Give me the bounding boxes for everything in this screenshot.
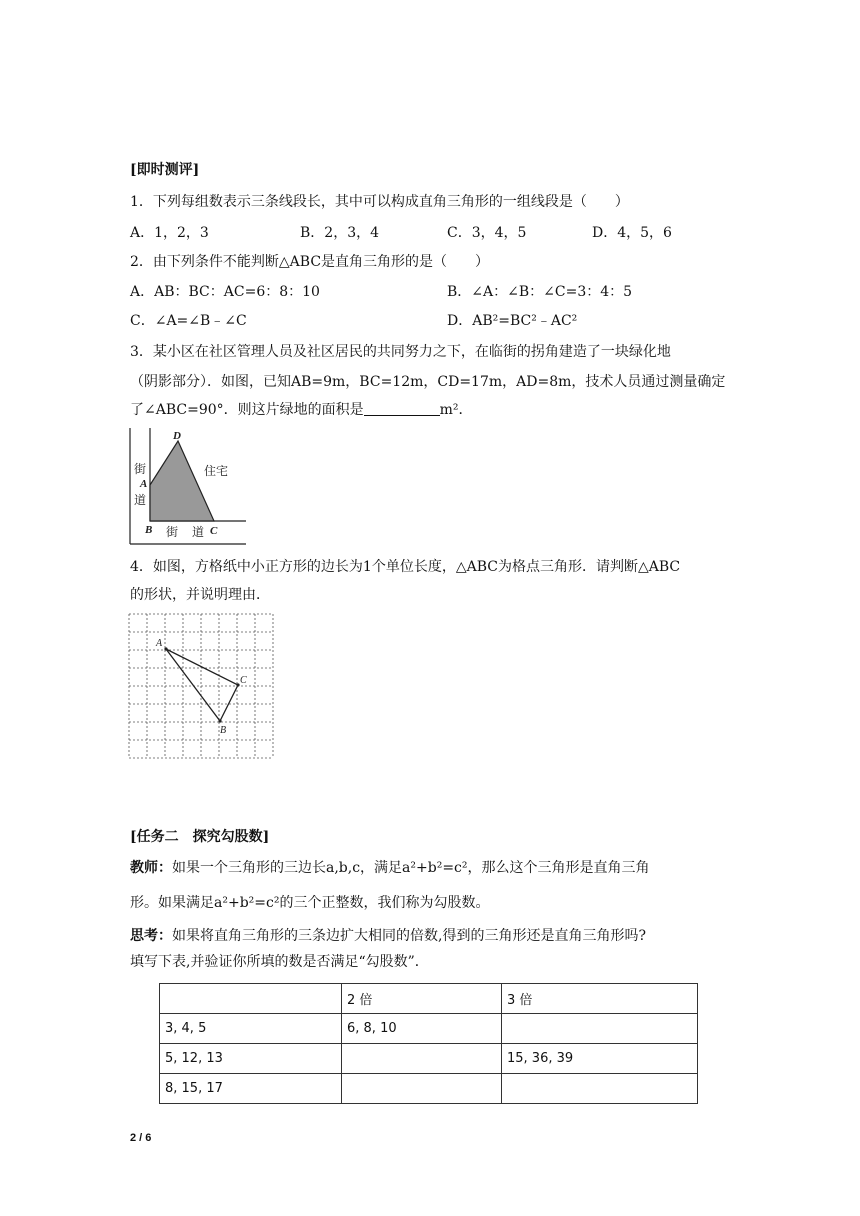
- grid-label-c: C: [240, 675, 247, 686]
- table-row: [160, 1014, 698, 1044]
- think-line: [130, 926, 646, 946]
- q4-line-1: 4．如图，方格纸中小正方形的边长为1个单位长度，△ABC为格点三角形．请判断△ABC: [130, 559, 681, 575]
- table-row: [160, 1074, 698, 1104]
- think-label: 思考：: [130, 928, 172, 944]
- q3-line-3-text: 了∠ABC=90°．则这片绿地的面积是: [130, 402, 364, 418]
- q1-stem: 1．下列每组数表示三条线段长，其中可以构成直角三角形的一组线段是（ ）: [130, 194, 629, 210]
- teacher-text-1: 如果一个三角形的三边长a,b,c，满足a²+b²=c²，那么这个三角形是直角三角: [172, 860, 650, 876]
- q2-stem: 2．由下列条件不能判断△ABC是直角三角形的是（ ）: [130, 254, 490, 270]
- q3-line-3: [130, 400, 473, 420]
- table-header-cell: [160, 984, 342, 1014]
- section-title-task2: [任务二 探究勾股数]: [130, 829, 270, 845]
- q2-option-b: B．∠A：∠B：∠C=3：4：5: [447, 284, 633, 300]
- table-row: [160, 1044, 698, 1074]
- table-header-cell: 3 倍: [502, 984, 698, 1014]
- fig-label-dao-h: 道: [192, 525, 205, 539]
- teacher-line-1: [130, 858, 650, 878]
- fig-label-residence: 住宅: [204, 464, 229, 478]
- table-cell[interactable]: [502, 1014, 698, 1044]
- fig-label-d: D: [173, 430, 181, 442]
- q2-option-d: D．AB²=BC²﹣AC²: [447, 313, 578, 329]
- green-area-figure: [126, 426, 248, 548]
- teacher-line-2: 形。如果满足a²+b²=c²的三个正整数，我们称为勾股数。: [130, 895, 490, 911]
- answer-blank: [364, 401, 440, 416]
- q1-option-b: B．2，3，4: [300, 225, 380, 241]
- q3-line-1: 3．某小区在社区管理人员及社区居民的共同努力之下，在临街的拐角建造了一块绿化地: [130, 344, 671, 360]
- fig-label-a: A: [140, 478, 148, 490]
- table-cell: 3, 4, 5: [160, 1014, 342, 1044]
- pythagorean-table: [159, 983, 698, 1104]
- think-text: 如果将直角三角形的三条边扩大相同的倍数,得到的三角形还是直角三角形吗?: [172, 928, 646, 944]
- q1-option-a: A．1，2，3: [130, 225, 209, 241]
- grid-lines: [129, 614, 273, 758]
- section-title-test: [即时测评]: [130, 162, 200, 178]
- fig-label-c: C: [210, 525, 218, 537]
- q1-option-c: C．3，4，5: [447, 225, 527, 241]
- table-header-row: [160, 984, 698, 1014]
- fig-label-dao-v: 道: [134, 493, 147, 507]
- q1-option-d: D．4，5，6: [592, 225, 672, 241]
- fig-label-b: B: [145, 524, 153, 536]
- fig-label-jie-h: 街: [166, 525, 179, 539]
- green-area-shape: [150, 441, 214, 521]
- grid-triangle-figure: [128, 613, 274, 759]
- table-cell: 5, 12, 13: [160, 1044, 342, 1074]
- q4-line-2: 的形状，并说明理由．: [130, 587, 270, 603]
- page-number: 2 / 6: [130, 1132, 152, 1144]
- grid-label-b: B: [220, 725, 227, 736]
- q2-option-a: A．AB：BC：AC=6：8：10: [130, 284, 320, 300]
- teacher-label: 教师：: [130, 860, 172, 876]
- q2-option-c: C．∠A=∠B﹣∠C: [130, 313, 247, 329]
- table-header-cell: 2 倍: [342, 984, 502, 1014]
- grid-label-a: A: [156, 638, 163, 649]
- q3-unit: m²．: [439, 402, 473, 418]
- table-cell: 6, 8, 10: [342, 1014, 502, 1044]
- q3-line-2: （阴影部分）．如图，已知AB=9m，BC=12m，CD=17m，AD=8m，技术人员通过测量确定: [130, 374, 726, 390]
- triangle-abc: [166, 649, 238, 721]
- fill-instruction: 填写下表,并验证你所填的数是否满足“勾股数”．: [130, 954, 429, 970]
- table-cell[interactable]: [502, 1074, 698, 1104]
- table-cell[interactable]: [342, 1074, 502, 1104]
- table-cell: 15, 36, 39: [502, 1044, 698, 1074]
- table-cell: 8, 15, 17: [160, 1074, 342, 1104]
- table-cell[interactable]: [342, 1044, 502, 1074]
- fig-label-jie-v: 街: [134, 462, 147, 476]
